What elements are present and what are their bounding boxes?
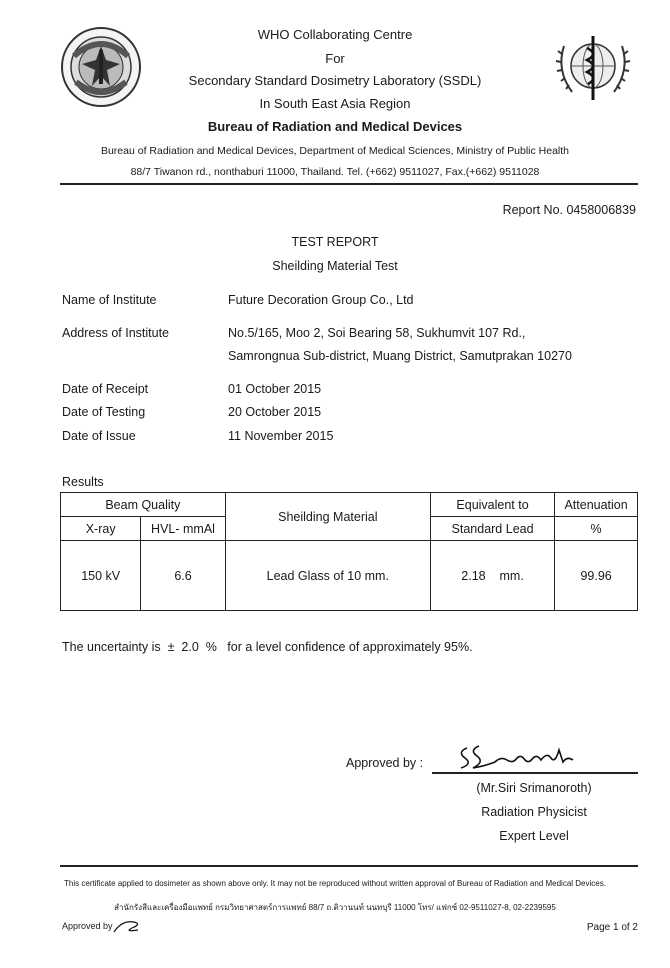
results-heading: Results — [62, 475, 104, 489]
hvl-value: 6.6 — [141, 541, 225, 611]
approved-by-label: Approved by : — [346, 756, 424, 770]
approver-name: (Mr.Siri Srimanoroth) — [476, 781, 592, 795]
table-row — [61, 541, 638, 611]
footer-divider — [60, 865, 638, 867]
header-region: In South East Asia Region — [259, 96, 411, 111]
hvl-header: HVL- mmAl — [141, 517, 225, 541]
issue-date-value: 11 November 2015 — [228, 429, 334, 443]
header-for: For — [325, 51, 345, 66]
testing-date-value: 20 October 2015 — [228, 405, 322, 419]
equivalent-header-line2: Standard Lead — [430, 517, 554, 541]
equivalent-header-line1: Equivalent to — [430, 493, 554, 517]
institute-label: Name of Institute — [62, 293, 157, 307]
xray-value: 150 kV — [61, 541, 141, 611]
uncertainty-statement: The uncertainty is ± 2.0 % for a level confidence of approximately 95%. — [62, 640, 473, 654]
address-line-2: Samrongnua Sub-district, Muang District, Samutprakan 10270 — [228, 349, 572, 363]
header-department: Bureau of Radiation and Medical Devices, Department of Medical Sciences, Ministry of Public Health — [100, 145, 570, 157]
results-table — [60, 492, 638, 611]
report-subtitle: Sheilding Material Test — [272, 259, 398, 273]
attenuation-header-line1: Attenuation — [555, 493, 638, 517]
footer-approved-by: Approved by — [62, 921, 113, 931]
header-divider — [60, 183, 638, 185]
approver-title: Radiation Physicist — [481, 805, 587, 819]
attenuation-header-line2: % — [555, 517, 638, 541]
institute-value: Future Decoration Group Co., Ltd — [228, 293, 414, 307]
material-header: Sheilding Material — [225, 493, 430, 541]
footer-signature — [112, 916, 146, 936]
footer-thai-address: สำนักรังสีและเครื่องมือแพทย์ กรมวิทยาศาสตร์การแพทย์ 88/7 ถ.ติวานนท์ นนทบุรี 11000 โทร/ แฟกซ์ 02-9511027-8, 02-2239595 — [114, 903, 556, 912]
receipt-date-value: 01 October 2015 — [228, 382, 322, 396]
address-line-1: No.5/165, Moo 2, Soi Bearing 58, Sukhumvit 107 Rd., — [228, 326, 526, 340]
footer-disclaimer: This certificate applied to dosimeter as shown above only. It may not be reproduced without written approval of Bureau of Radiation and Medical Devices. — [64, 879, 606, 888]
material-value: Lead Glass of 10 mm. — [225, 541, 430, 611]
signature-line — [432, 772, 638, 774]
xray-header: X-ray — [61, 517, 141, 541]
header-ssdl: Secondary Standard Dosimetry Laboratory (SSDL) — [188, 73, 482, 88]
header-address: 88/7 Tiwanon rd., nonthaburi 11000, Thailand. Tel. (+662) 9511027, Fax.(+662) 9511028 — [130, 166, 540, 178]
approver-level: Expert Level — [499, 829, 569, 843]
beam-quality-header: Beam Quality — [61, 493, 226, 517]
header-bureau: Bureau of Radiation and Medical Devices — [207, 119, 463, 134]
report-title: TEST REPORT — [291, 235, 379, 249]
equivalent-value: 2.18 mm. — [430, 541, 554, 611]
receipt-date-label: Date of Receipt — [62, 382, 149, 396]
signature — [455, 738, 585, 772]
header-who-centre: WHO Collaborating Centre — [257, 27, 413, 42]
issue-date-label: Date of Issue — [62, 429, 136, 443]
page-number: Page 1 of 2 — [586, 922, 638, 933]
testing-date-label: Date of Testing — [62, 405, 146, 419]
address-label: Address of Institute — [62, 326, 170, 340]
report-number: Report No. 0458006839 — [502, 203, 636, 217]
attenuation-value: 99.96 — [555, 541, 638, 611]
